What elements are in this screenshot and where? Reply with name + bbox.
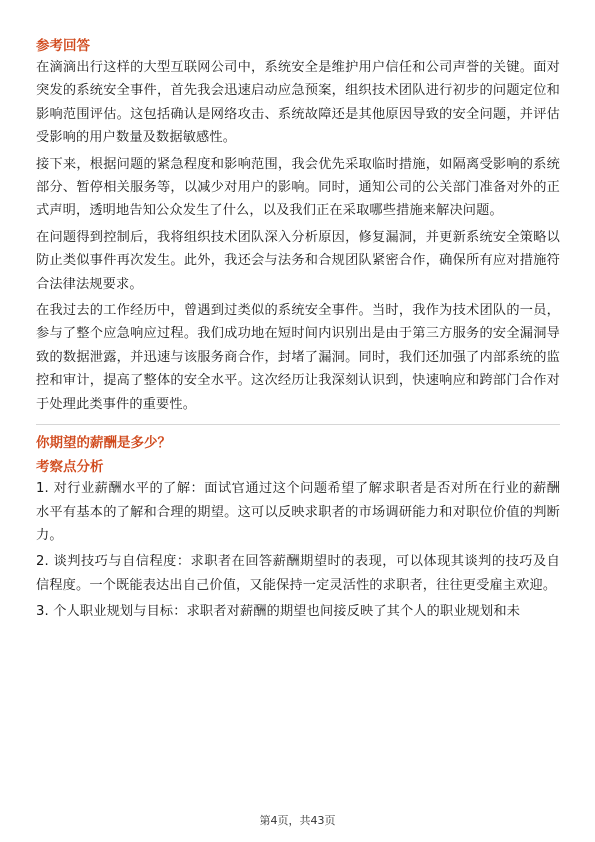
page-number-footer: 第4页，共43页 (259, 814, 336, 827)
question-heading: 你期望的薪酬是多少？ (36, 435, 171, 452)
reference-answer-paragraph-4: 在我过去的工作经历中，曾遇到过类似的系统安全事件。当时，我作为技术团队的一员，参与了整个应急响应过程。我们成功地在短时间内识别出是由于第三方服务的安全漏洞导致的数据泄露，并迅速与该服务商合作，封堵了漏洞。同时，我们还加强了内部系统的监控和审计，提高了整体的安全水平。这次经历让我深刻认识到，快速响应和跨部门合作对于处理此类事件的重要性。 (36, 303, 560, 412)
reference-answer-heading: 参考回答 (36, 38, 90, 54)
section-divider (36, 424, 560, 425)
analysis-point-1: 1. 对行业薪酬水平的了解：面试官通过这个问题希望了解求职者是否对所在行业的薪酬水平有基本的了解和合理的期望。这可以反映求职者的市场调研能力和对职位价值的判断力。 (36, 481, 560, 543)
reference-answer-paragraph-3: 在问题得到控制后，我将组织技术团队深入分析原因，修复漏洞，并更新系统安全策略以防止类似事件再次发生。此外，我还会与法务和合规团队紧密合作，确保所有应对措施符合法律法规要求。 (36, 229, 560, 292)
reference-answer-paragraph-2: 接下来，根据问题的紧急程度和影响范围，我会优先采取临时措施，如隔离受影响的系统部分、暂停相关服务等，以减少对用户的影响。同时，通知公司的公关部门准备对外的正式声明，透明地告知公众发生了什么，以及我们正在采取哪些措施来解决问题。 (36, 156, 560, 219)
analysis-heading: 考察点分析 (36, 459, 104, 476)
analysis-point-2: 2. 谈判技巧与自信程度：求职者在回答薪酬期望时的表现，可以体现其谈判的技巧及自信程度。一个既能表达出自己价值，又能保持一定灵活性的求职者，往往更受雇主欢迎。 (36, 554, 560, 593)
analysis-point-3: 3. 个人职业规划与目标：求职者对薪酬的期望也间接反映了其个人的职业规划和未 (36, 604, 521, 620)
page-content (36, 36, 560, 627)
reference-answer-paragraph-1: 在滴滴出行这样的大型互联网公司中，系统安全是维护用户信任和公司声誉的关键。面对突发的系统安全事件，首先我会迅速启动应急预案，组织技术团队进行初步的问题定位和影响范围评估。这包括确认是网络攻击、系统故障还是其他原因导致的安全问题，并评估受影响的用户数量及数据敏感性。 (36, 60, 560, 146)
